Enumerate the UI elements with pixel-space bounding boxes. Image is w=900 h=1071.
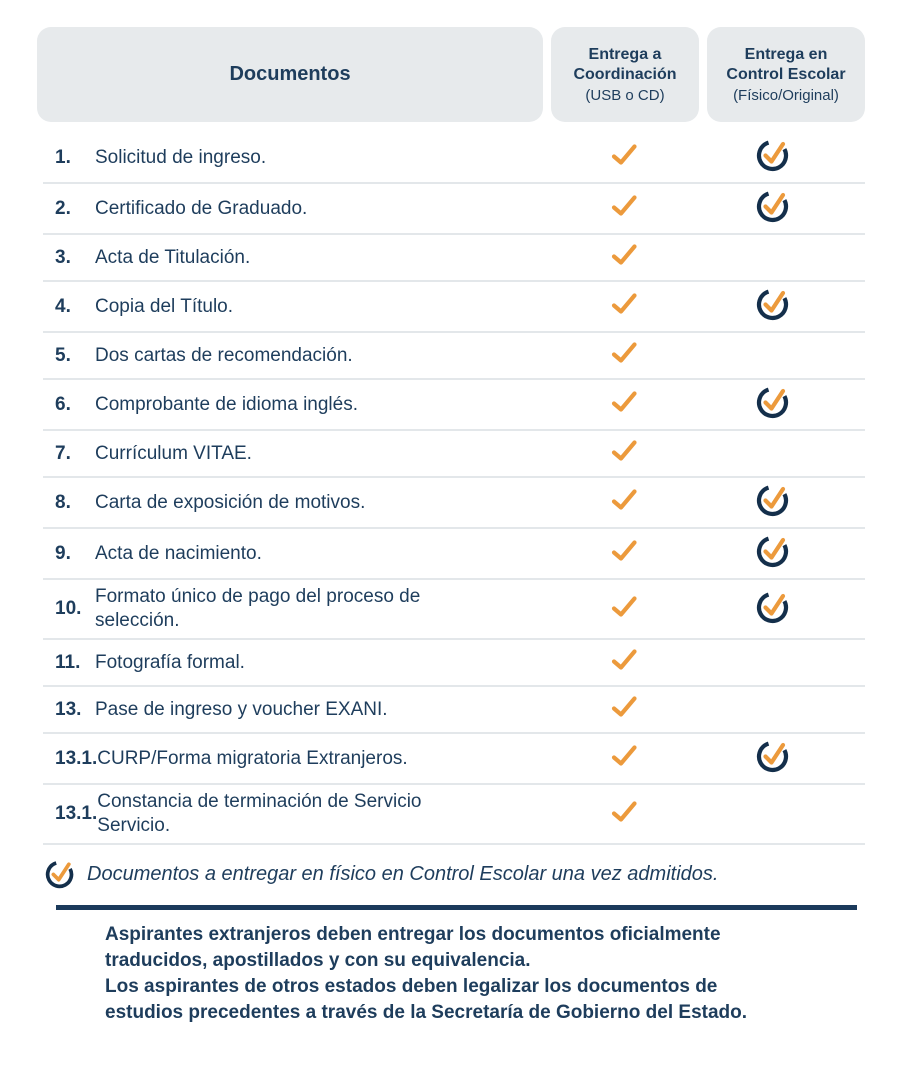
circled-check-icon — [756, 385, 790, 424]
row-number: 9. — [55, 542, 71, 564]
footer-line: Aspirantes extranjeros deben entregar los documentos oficialmente — [105, 924, 721, 945]
row-text: Dos cartas de recomendación. — [95, 344, 353, 366]
table-row — [43, 734, 865, 785]
footer-line: estudios precedentes a través de la Secretaría de Gobierno del Estado. — [105, 1002, 748, 1023]
row-number: 6. — [55, 393, 71, 415]
circled-check-icon — [756, 287, 790, 326]
coordination-cell — [550, 440, 698, 467]
coordination-cell — [550, 195, 698, 222]
header-coordination — [551, 27, 699, 122]
row-text: Certificado de Graduado. — [95, 197, 308, 219]
circled-check-icon — [756, 189, 790, 228]
document-rows — [43, 133, 865, 845]
coordination-cell — [550, 696, 698, 723]
row-number: 13. — [55, 698, 82, 720]
footer-note — [105, 922, 865, 1026]
table-row — [43, 529, 865, 580]
circled-check-icon — [756, 483, 790, 522]
control-escolar-cell — [698, 534, 865, 573]
row-text: Acta de Titulación. — [95, 246, 251, 268]
check-icon — [611, 293, 638, 320]
coordination-cell — [550, 745, 698, 772]
check-icon — [611, 144, 638, 171]
check-icon — [611, 596, 638, 623]
check-icon — [611, 244, 638, 271]
check-icon — [611, 649, 638, 676]
row-text: Constancia de terminación de Servicio Servicio. — [97, 791, 422, 836]
legend-text: Documentos a entregar en físico en Control Escolar una vez admitidos. — [87, 862, 719, 885]
control-escolar-cell — [698, 590, 865, 629]
row-number: 10. — [55, 598, 82, 619]
circled-check-icon — [756, 534, 790, 573]
footer-line: traducidos, apostillados y con su equivalencia. — [105, 950, 531, 971]
circled-check-icon — [45, 859, 75, 889]
table-row — [43, 431, 865, 478]
row-text: Formato único de pago del proceso de selección. — [95, 586, 421, 631]
row-number: 8. — [55, 491, 71, 513]
row-number: 11. — [55, 651, 81, 673]
coordination-cell — [550, 596, 698, 623]
row-number: 7. — [55, 442, 71, 464]
check-icon — [611, 342, 638, 369]
coordination-cell — [550, 391, 698, 418]
control-escolar-cell — [698, 287, 865, 326]
coordination-cell — [550, 293, 698, 320]
row-number: 5. — [55, 344, 71, 366]
row-text: Fotografía formal. — [95, 651, 245, 673]
row-text: Carta de exposición de motivos. — [95, 491, 366, 513]
row-number: 13.1. — [55, 747, 98, 769]
check-icon — [611, 745, 638, 772]
row-number: 3. — [55, 246, 71, 268]
header-control-escolar-subtitle: (Físico/Original) — [733, 86, 839, 104]
check-icon — [611, 440, 638, 467]
check-icon — [611, 391, 638, 418]
header-control-escolar-title: Entrega en Control Escolar — [726, 45, 846, 83]
row-text: Acta de nacimiento. — [95, 542, 262, 564]
coordination-cell — [550, 342, 698, 369]
coordination-cell — [550, 540, 698, 567]
header-coordination-subtitle: (USB o CD) — [585, 86, 665, 104]
table-row — [43, 184, 865, 235]
divider-line — [56, 905, 857, 910]
check-icon — [611, 801, 638, 828]
footer-line: Los aspirantes de otros estados deben legalizar los documentos de — [105, 976, 718, 997]
row-text: Copia del Título. — [95, 295, 234, 317]
row-text: Currículum VITAE. — [95, 442, 252, 464]
row-number: 1. — [55, 146, 71, 168]
row-number: 4. — [55, 295, 71, 317]
check-icon — [611, 195, 638, 222]
table-row — [43, 580, 865, 640]
header-control-escolar — [707, 27, 865, 122]
row-text: Comprobante de idioma inglés. — [95, 393, 358, 415]
table-row — [43, 478, 865, 529]
circled-check-icon — [756, 138, 790, 177]
table-row — [43, 785, 865, 845]
table-header — [37, 27, 865, 122]
coordination-cell — [550, 244, 698, 271]
table-row — [43, 235, 865, 282]
circled-check-icon — [756, 739, 790, 778]
coordination-cell — [550, 489, 698, 516]
header-coordination-title: Entrega a Coordinación — [573, 45, 677, 83]
table-row — [43, 282, 865, 333]
circled-check-icon — [756, 590, 790, 629]
header-documents — [37, 27, 543, 122]
control-escolar-cell — [698, 138, 865, 177]
check-icon — [611, 540, 638, 567]
coordination-cell — [550, 801, 698, 828]
table-row — [43, 133, 865, 184]
table-row — [43, 640, 865, 687]
header-documents-label: Documentos — [229, 63, 351, 85]
row-number: 13.1. — [55, 803, 98, 824]
check-icon — [611, 489, 638, 516]
coordination-cell — [550, 144, 698, 171]
row-text: Pase de ingreso y voucher EXANI. — [95, 698, 388, 720]
control-escolar-cell — [698, 483, 865, 522]
coordination-cell — [550, 649, 698, 676]
control-escolar-cell — [698, 739, 865, 778]
row-text: Solicitud de ingreso. — [95, 146, 267, 168]
control-escolar-cell — [698, 385, 865, 424]
row-number: 2. — [55, 197, 71, 219]
table-row — [43, 333, 865, 380]
row-text: CURP/Forma migratoria Extranjeros. — [97, 747, 408, 769]
legend-row — [43, 845, 865, 903]
check-icon — [611, 696, 638, 723]
control-escolar-cell — [698, 189, 865, 228]
table-row — [43, 687, 865, 734]
table-row — [43, 380, 865, 431]
